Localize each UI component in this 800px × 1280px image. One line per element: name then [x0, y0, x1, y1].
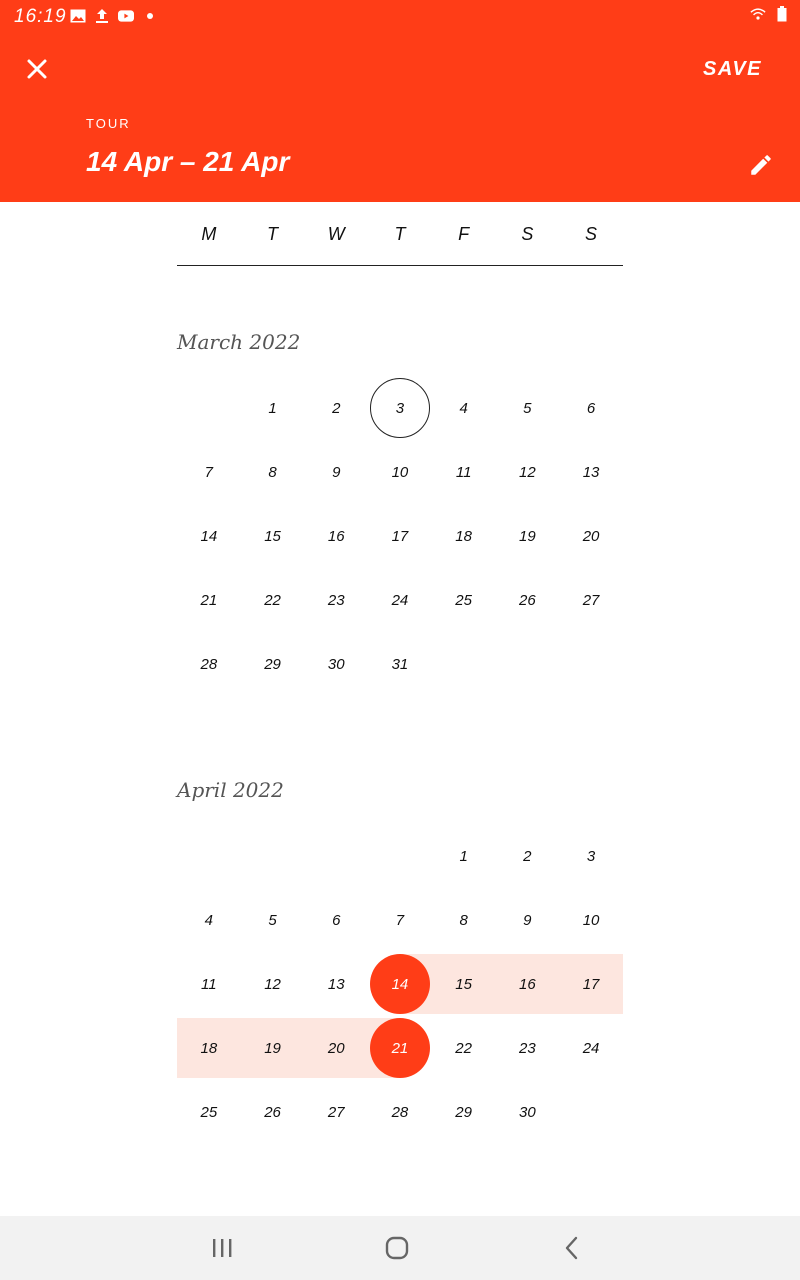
calendar-day[interactable]: 14 — [200, 527, 218, 545]
calendar-day[interactable]: 11 — [455, 463, 472, 481]
calendar-day[interactable]: 24 — [582, 1039, 600, 1057]
calendar-day[interactable]: 19 — [519, 527, 536, 545]
pencil-icon — [748, 152, 774, 178]
calendar-day[interactable]: 6 — [332, 911, 341, 929]
calendar-day[interactable]: 23 — [519, 1039, 536, 1057]
edit-date-button[interactable] — [746, 150, 776, 180]
calendar-day[interactable]: 18 — [455, 527, 472, 545]
calendar-day-today[interactable]: 3 — [370, 378, 430, 438]
calendar-day[interactable]: 28 — [391, 1103, 409, 1121]
calendar-day[interactable]: 25 — [455, 591, 472, 609]
calendar-day[interactable]: 9 — [523, 911, 532, 929]
calendar-day[interactable]: 26 — [519, 591, 536, 609]
calendar-day[interactable]: 21 — [200, 591, 218, 609]
calendar-day[interactable]: 3 — [586, 847, 596, 865]
calendar-day[interactable]: 17 — [391, 527, 409, 545]
status-time: 16:19 — [14, 6, 67, 27]
calendar-day[interactable]: 6 — [586, 399, 596, 417]
calendar-day[interactable]: 10 — [391, 463, 409, 481]
calendar-day[interactable]: 12 — [519, 463, 536, 481]
calendar-day[interactable]: 27 — [582, 591, 600, 609]
upload-icon — [94, 8, 110, 24]
calendar-day[interactable]: 4 — [204, 911, 214, 929]
home-icon — [385, 1236, 409, 1260]
calendar-day[interactable]: 27 — [327, 1103, 345, 1121]
close-button[interactable] — [22, 54, 52, 84]
home-button[interactable] — [377, 1234, 417, 1262]
calendar-day[interactable]: 20 — [327, 1039, 345, 1057]
calendar-day[interactable]: 13 — [327, 975, 345, 993]
month-title: April 2022 — [177, 778, 284, 802]
weekday-label: S — [521, 224, 534, 244]
calendar-day[interactable]: 10 — [582, 911, 600, 929]
calendar-day[interactable]: 22 — [455, 1039, 472, 1057]
calendar-day[interactable]: 30 — [327, 655, 345, 673]
calendar-day[interactable]: 15 — [455, 975, 472, 993]
calendar-day[interactable]: 25 — [200, 1103, 218, 1121]
recent-apps-button[interactable] — [202, 1234, 242, 1262]
calendar-day[interactable]: 7 — [395, 911, 405, 929]
calendar-day[interactable]: 8 — [459, 911, 468, 929]
system-navigation-bar — [0, 1216, 800, 1280]
weekday-label: W — [327, 224, 345, 244]
recent-apps-icon — [210, 1237, 234, 1259]
weekday-label: T — [267, 224, 279, 244]
back-button[interactable] — [552, 1234, 592, 1262]
selected-range-title: 14 Apr – 21 Apr — [86, 146, 290, 177]
calendar-day[interactable]: 2 — [332, 399, 341, 417]
month-title: March 2022 — [177, 330, 301, 354]
calendar-day[interactable]: 28 — [200, 655, 218, 673]
calendar-day[interactable]: 29 — [264, 655, 281, 673]
picker-overline: TOUR — [86, 116, 131, 131]
weekday-header — [177, 218, 623, 266]
calendar-day[interactable]: 20 — [582, 527, 600, 545]
calendar-day[interactable]: 5 — [523, 399, 532, 417]
calendar-day[interactable]: 1 — [268, 399, 277, 417]
battery-icon — [774, 6, 790, 22]
save-button[interactable]: SAVE — [703, 58, 762, 80]
calendar-day[interactable]: 13 — [582, 463, 600, 481]
wifi-icon — [750, 6, 766, 22]
weekday-label: T — [394, 224, 406, 244]
calendar-day[interactable]: 24 — [391, 591, 409, 609]
status-system-icons — [750, 6, 790, 22]
calendar-day[interactable]: 11 — [201, 975, 217, 993]
back-icon — [563, 1236, 581, 1260]
calendar-day[interactable]: 7 — [204, 463, 214, 481]
calendar-day[interactable]: 9 — [332, 463, 341, 481]
calendar-day[interactable]: 23 — [327, 591, 345, 609]
calendar-day[interactable]: 15 — [264, 527, 281, 545]
calendar-day[interactable]: 16 — [327, 527, 345, 545]
status-bar — [0, 0, 800, 34]
dot-icon — [142, 8, 158, 24]
calendar-day-range-start[interactable]: 14 — [370, 954, 430, 1014]
calendar-day[interactable]: 30 — [519, 1103, 536, 1121]
close-icon — [26, 58, 48, 80]
calendar-day[interactable]: 22 — [264, 591, 281, 609]
calendar-day[interactable]: 18 — [200, 1039, 218, 1057]
youtube-icon — [118, 8, 134, 24]
calendar-day[interactable]: 16 — [519, 975, 536, 993]
app-bar — [0, 0, 800, 202]
calendar-day[interactable]: 29 — [455, 1103, 472, 1121]
calendar-day[interactable]: 5 — [268, 911, 277, 929]
calendar-day[interactable]: 17 — [582, 975, 600, 993]
image-notification-icon — [70, 8, 86, 24]
weekday-label: S — [585, 224, 598, 244]
calendar-day[interactable]: 12 — [264, 975, 281, 993]
calendar-day[interactable]: 31 — [391, 655, 409, 673]
weekday-label: F — [458, 224, 470, 244]
status-notification-icons — [70, 8, 158, 24]
calendar-day[interactable]: 26 — [264, 1103, 281, 1121]
calendar-day[interactable]: 19 — [264, 1039, 281, 1057]
calendar-day[interactable]: 8 — [268, 463, 277, 481]
calendar-day[interactable]: 2 — [523, 847, 532, 865]
calendar-day[interactable]: 4 — [459, 399, 468, 417]
weekday-label: M — [201, 224, 217, 244]
calendar-day[interactable]: 1 — [459, 847, 468, 865]
calendar-day-range-end[interactable]: 21 — [370, 1018, 430, 1078]
